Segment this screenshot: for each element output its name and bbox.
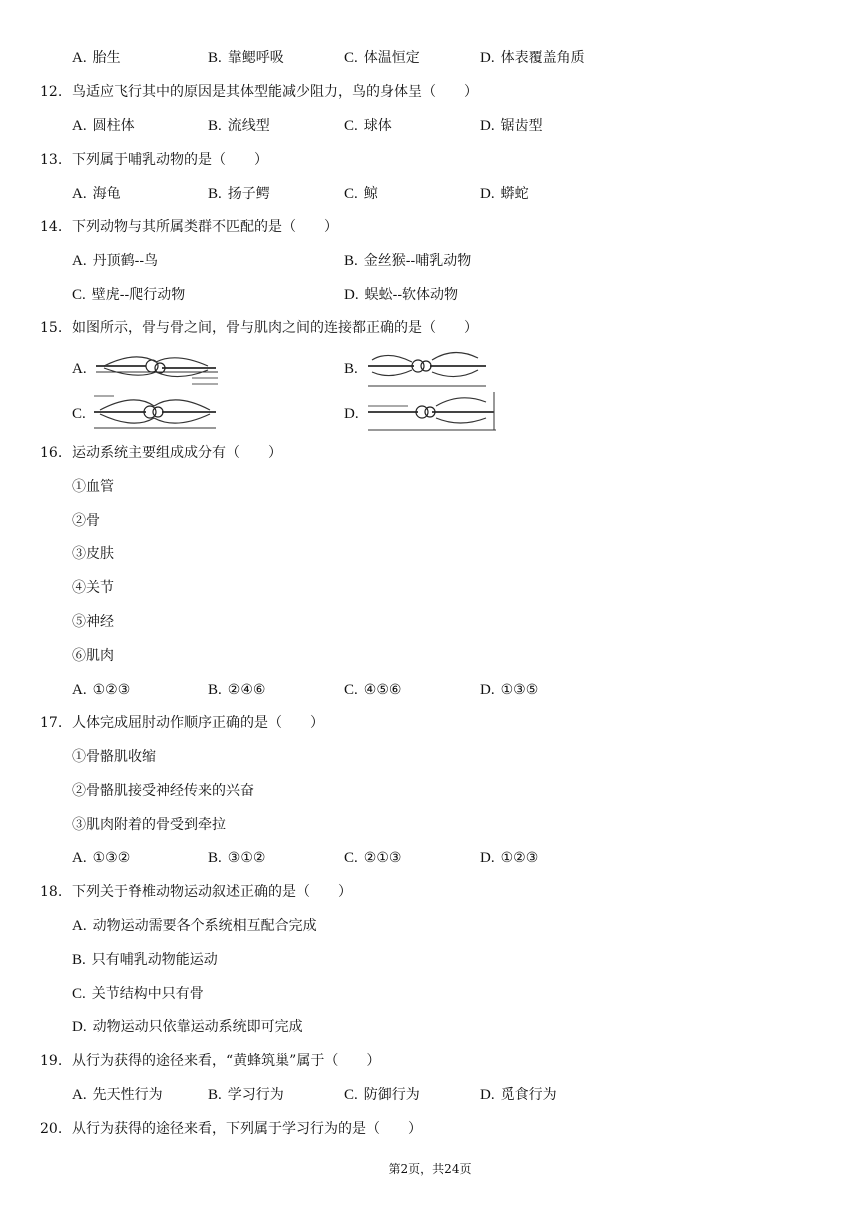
q15-option-c: C. [72,406,86,422]
q19-option-a: A. 先天性行为 [72,1087,163,1103]
q15-option-a: A. [72,361,87,377]
q18-option-c: C. 关节结构中只有骨 [72,986,204,1002]
q14-option-b: B. 金丝猴--哺乳动物 [344,253,472,269]
q15-option-d: D. [344,406,359,422]
q15-figure-c [94,392,216,430]
q16-item-6: ⑥肌肉 [72,648,114,664]
q16-option-d: D. ①③⑤ [480,682,539,698]
q13-option-b: B. 扬子鳄 [208,186,270,202]
q15-figure-b [368,346,486,388]
q16-item-2: ②骨 [72,513,100,529]
page-footer: 第2页，共24页 [388,1162,472,1176]
q15-figure-a [96,348,218,386]
q13-option-d: D. 蟒蛇 [480,186,529,202]
q16-option-c: C. ④⑤⑥ [344,682,402,698]
q13-option-c: C. 鲸 [344,186,378,202]
q13-option-a: A. 海龟 [72,186,121,202]
q12-option-a: A. 圆柱体 [72,118,135,134]
q19-option-b: B. 学习行为 [208,1087,284,1103]
q12-option-b: B. 流线型 [208,118,270,134]
q16-option-a: A. ①②③ [72,682,131,698]
q11-option-a: A. 胎生 [72,50,121,66]
q17-item-3: ③肌肉附着的骨受到牵拉 [72,817,226,833]
q16-item-5: ⑤神经 [72,614,114,630]
q17-option-c: C. ②①③ [344,850,402,866]
q19-option-c: C. 防御行为 [344,1087,420,1103]
q18-option-b: B. 只有哺乳动物能运动 [72,952,218,968]
q17-item-2: ②骨骼肌接受神经传来的兴奋 [72,783,254,799]
q14-option-c: C. 壁虎--爬行动物 [72,287,186,303]
q17-item-1: ①骨骼肌收缩 [72,749,156,765]
q18-option-d: D. 动物运动只依靠运动系统即可完成 [72,1019,303,1035]
q16-item-1: ①血管 [72,479,114,495]
q12-option-d: D. 锯齿型 [480,118,543,134]
q14-option-d: D. 蜈蚣--软体动物 [344,287,459,303]
q16-item-3: ③皮肤 [72,546,114,562]
q15-option-b: B. [344,361,358,377]
q15-figure-d [368,390,496,432]
q16-option-b: B. ②④⑥ [208,682,266,698]
q16-item-4: ④关节 [72,580,114,596]
q11-option-d: D. 体表覆盖角质 [480,50,585,66]
q11-option-b: B. 靠鳃呼吸 [208,50,284,66]
q17-option-b: B. ③①② [208,850,266,866]
q14-option-a: A. 丹顶鹤--鸟 [72,253,159,269]
q12-option-c: C. 球体 [344,118,392,134]
q17-option-d: D. ①②③ [480,850,539,866]
q18-option-a: A. 动物运动需要各个系统相互配合完成 [72,918,317,934]
q17-option-a: A. ①③② [72,850,131,866]
q11-option-c: C. 体温恒定 [344,50,420,66]
q19-option-d: D. 觅食行为 [480,1087,557,1103]
